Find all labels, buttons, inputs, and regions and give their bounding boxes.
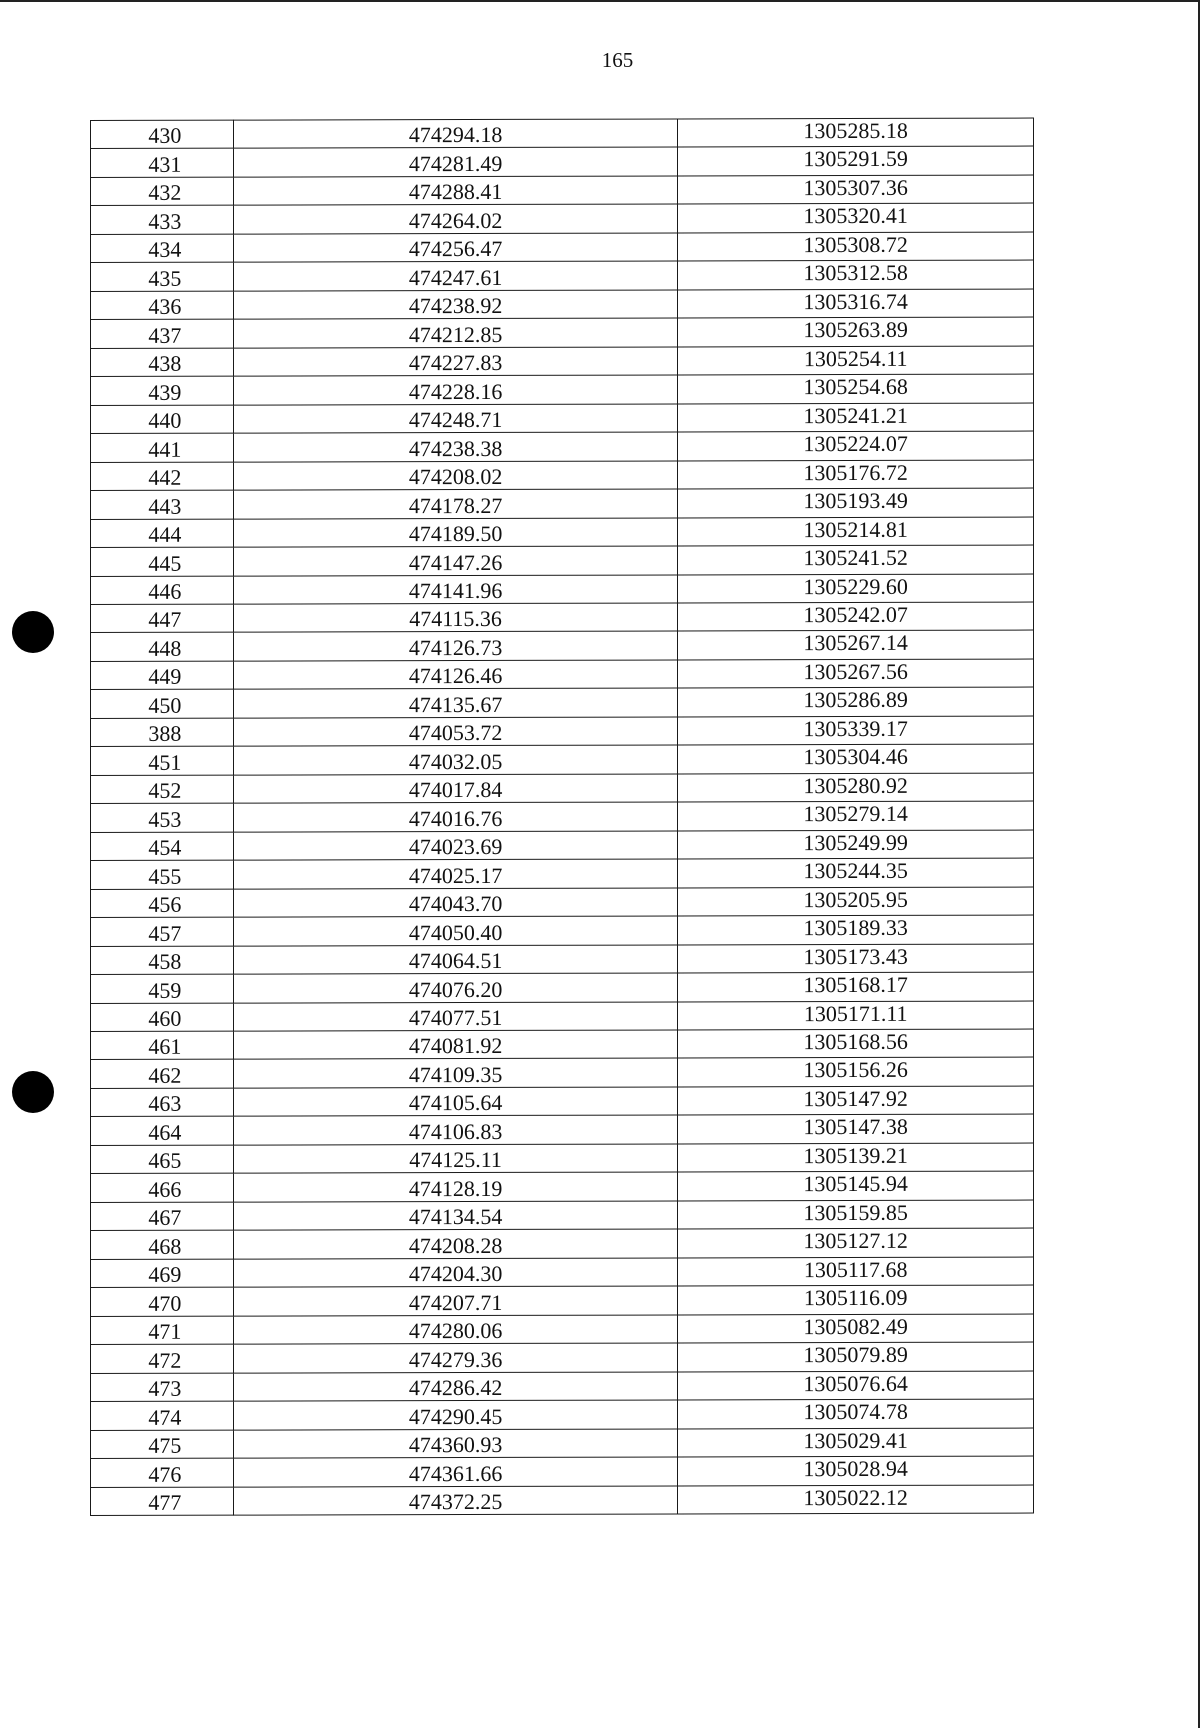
- point-id-cell: 442: [91, 462, 234, 491]
- point-id-cell: 469: [91, 1259, 234, 1288]
- table-row: [91, 175, 1034, 206]
- table-row: [91, 1001, 1034, 1032]
- table-row: [91, 1086, 1034, 1117]
- y-coordinate-cell: 1305147.38: [678, 1114, 1034, 1143]
- point-id-cell: 468: [91, 1230, 234, 1259]
- x-coordinate-cell: 474290.45: [233, 1400, 678, 1430]
- point-id-cell: 433: [91, 206, 234, 235]
- table-row: [91, 944, 1034, 975]
- x-coordinate-cell: 474032.05: [233, 745, 678, 775]
- x-coordinate-cell: 474135.67: [233, 688, 678, 718]
- x-coordinate-cell: 474212.85: [233, 318, 678, 348]
- punch-hole-mark: [12, 611, 54, 653]
- table-row: [91, 801, 1034, 832]
- y-coordinate-cell: 1305145.94: [678, 1171, 1034, 1200]
- y-coordinate-cell: 1305171.11: [678, 1001, 1034, 1030]
- table-row: [91, 1228, 1034, 1259]
- table-row: [91, 232, 1034, 263]
- point-id-cell: 464: [91, 1117, 234, 1146]
- y-coordinate-cell: 1305308.72: [678, 232, 1034, 261]
- y-coordinate-cell: 1305205.95: [678, 887, 1034, 916]
- point-id-cell: 470: [91, 1287, 234, 1316]
- y-coordinate-cell: 1305147.92: [678, 1086, 1034, 1115]
- table-row: [91, 1143, 1034, 1174]
- x-coordinate-cell: 474208.02: [233, 461, 678, 491]
- table-row: [91, 659, 1034, 690]
- x-coordinate-cell: 474050.40: [233, 916, 678, 946]
- point-id-cell: 388: [91, 718, 234, 747]
- x-coordinate-cell: 474238.92: [233, 290, 678, 320]
- y-coordinate-cell: 1305249.99: [678, 830, 1034, 859]
- x-coordinate-cell: 474043.70: [233, 888, 678, 918]
- y-coordinate-cell: 1305214.81: [678, 517, 1034, 546]
- table-row: [91, 203, 1034, 234]
- y-coordinate-cell: 1305127.12: [678, 1228, 1034, 1257]
- y-coordinate-cell: 1305193.49: [678, 488, 1034, 517]
- x-coordinate-cell: 474064.51: [233, 945, 678, 975]
- table-row: [91, 1029, 1034, 1060]
- point-id-cell: 448: [91, 633, 234, 662]
- point-id-cell: 430: [91, 120, 234, 149]
- table-row: [91, 517, 1034, 548]
- x-coordinate-cell: 474372.25: [233, 1485, 678, 1515]
- y-coordinate-cell: 1305224.07: [678, 431, 1034, 460]
- table-row: [91, 1171, 1034, 1202]
- point-id-cell: 450: [91, 689, 234, 718]
- x-coordinate-cell: 474053.72: [233, 717, 678, 747]
- x-coordinate-cell: 474128.19: [233, 1172, 678, 1202]
- y-coordinate-cell: 1305241.21: [678, 403, 1034, 432]
- table-row: [91, 972, 1034, 1003]
- y-coordinate-cell: 1305076.64: [678, 1371, 1034, 1400]
- x-coordinate-cell: 474076.20: [233, 973, 678, 1003]
- table-row: [91, 146, 1034, 177]
- table-row: [91, 1200, 1034, 1231]
- point-id-cell: 456: [91, 889, 234, 918]
- table-row: [91, 1057, 1034, 1088]
- table-row: [91, 1456, 1034, 1487]
- x-coordinate-cell: 474256.47: [233, 233, 678, 263]
- point-id-cell: 447: [91, 604, 234, 633]
- y-coordinate-cell: 1305254.68: [678, 374, 1034, 403]
- point-id-cell: 471: [91, 1316, 234, 1345]
- y-coordinate-cell: 1305279.14: [678, 801, 1034, 830]
- y-coordinate-cell: 1305267.56: [678, 659, 1034, 688]
- point-id-cell: 432: [91, 177, 234, 206]
- y-coordinate-cell: 1305267.14: [678, 630, 1034, 659]
- table-row: [91, 602, 1034, 633]
- x-coordinate-cell: 474016.76: [233, 802, 678, 832]
- x-coordinate-cell: 474126.46: [233, 660, 678, 690]
- table-row: [91, 260, 1034, 291]
- point-id-cell: 475: [91, 1430, 234, 1459]
- coordinates-table: [90, 118, 1034, 1516]
- coordinates-table-body: [91, 118, 1034, 1515]
- y-coordinate-cell: 1305028.94: [678, 1456, 1034, 1485]
- point-id-cell: 444: [91, 519, 234, 548]
- y-coordinate-cell: 1305242.07: [678, 602, 1034, 631]
- point-id-cell: 460: [91, 1003, 234, 1032]
- punch-hole-mark: [12, 1071, 54, 1113]
- y-coordinate-cell: 1305229.60: [678, 574, 1034, 603]
- table-row: [91, 773, 1034, 804]
- table-row: [91, 630, 1034, 661]
- page-number: 165: [601, 48, 634, 72]
- y-coordinate-cell: 1305286.89: [678, 687, 1034, 716]
- y-coordinate-cell: 1305116.09: [678, 1285, 1034, 1314]
- x-coordinate-cell: 474247.61: [233, 261, 678, 291]
- x-coordinate-cell: 474207.71: [233, 1286, 678, 1316]
- y-coordinate-cell: 1305168.17: [678, 972, 1034, 1001]
- point-id-cell: 434: [91, 234, 234, 263]
- x-coordinate-cell: 474106.83: [233, 1115, 678, 1145]
- table-row: [91, 431, 1034, 462]
- table-row: [91, 687, 1034, 718]
- x-coordinate-cell: 474281.49: [233, 147, 678, 177]
- y-coordinate-cell: 1305173.43: [678, 944, 1034, 973]
- y-coordinate-cell: 1305320.41: [678, 203, 1034, 232]
- point-id-cell: 462: [91, 1060, 234, 1089]
- x-coordinate-cell: 474077.51: [233, 1001, 678, 1031]
- y-coordinate-cell: 1305139.21: [678, 1143, 1034, 1172]
- y-coordinate-cell: 1305029.41: [678, 1428, 1034, 1457]
- y-coordinate-cell: 1305291.59: [678, 146, 1034, 175]
- x-coordinate-cell: 474361.66: [233, 1457, 678, 1487]
- x-coordinate-cell: 474141.96: [233, 574, 678, 604]
- point-id-cell: 440: [91, 405, 234, 434]
- x-coordinate-cell: 474147.26: [233, 546, 678, 576]
- x-coordinate-cell: 474204.30: [233, 1258, 678, 1288]
- table-row: [91, 1285, 1034, 1316]
- point-id-cell: 439: [91, 376, 234, 405]
- point-id-cell: 473: [91, 1373, 234, 1402]
- point-id-cell: 446: [91, 576, 234, 605]
- x-coordinate-cell: 474227.83: [233, 347, 678, 377]
- x-coordinate-cell: 474360.93: [233, 1429, 678, 1459]
- y-coordinate-cell: 1305312.58: [678, 260, 1034, 289]
- point-id-cell: 454: [91, 832, 234, 861]
- point-id-cell: 458: [91, 946, 234, 975]
- x-coordinate-cell: 474115.36: [233, 603, 678, 633]
- y-coordinate-cell: 1305263.89: [678, 317, 1034, 346]
- point-id-cell: 455: [91, 860, 234, 889]
- point-id-cell: 477: [91, 1487, 234, 1516]
- point-id-cell: 431: [91, 149, 234, 178]
- y-coordinate-cell: 1305280.92: [678, 773, 1034, 802]
- table-row: [91, 346, 1034, 377]
- x-coordinate-cell: 474294.18: [233, 119, 678, 149]
- y-coordinate-cell: 1305189.33: [678, 915, 1034, 944]
- point-id-cell: 472: [91, 1344, 234, 1373]
- x-coordinate-cell: 474017.84: [233, 774, 678, 804]
- table-row: [91, 887, 1034, 918]
- point-id-cell: 449: [91, 661, 234, 690]
- table-row: [91, 374, 1034, 405]
- y-coordinate-cell: 1305159.85: [678, 1200, 1034, 1229]
- y-coordinate-cell: 1305254.11: [678, 346, 1034, 375]
- point-id-cell: 476: [91, 1458, 234, 1487]
- x-coordinate-cell: 474286.42: [233, 1372, 678, 1402]
- point-id-cell: 443: [91, 490, 234, 519]
- x-coordinate-cell: 474081.92: [233, 1030, 678, 1060]
- table-row: [91, 1342, 1034, 1373]
- y-coordinate-cell: 1305022.12: [678, 1485, 1034, 1514]
- x-coordinate-cell: 474126.73: [233, 631, 678, 661]
- point-id-cell: 441: [91, 433, 234, 462]
- table-row: [91, 545, 1034, 576]
- x-coordinate-cell: 474238.38: [233, 432, 678, 462]
- table-row: [91, 118, 1034, 149]
- point-id-cell: 451: [91, 746, 234, 775]
- y-coordinate-cell: 1305079.89: [678, 1342, 1034, 1371]
- table-row: [91, 488, 1034, 519]
- table-row: [91, 574, 1034, 605]
- table-row: [91, 1428, 1034, 1459]
- y-coordinate-cell: 1305304.46: [678, 744, 1034, 773]
- table-row: [91, 830, 1034, 861]
- x-coordinate-cell: 474228.16: [233, 375, 678, 405]
- x-coordinate-cell: 474248.71: [233, 404, 678, 434]
- table-row: [91, 744, 1034, 775]
- table-row: [91, 915, 1034, 946]
- table-row: [91, 289, 1034, 320]
- point-id-cell: 452: [91, 775, 234, 804]
- table-row: [91, 858, 1034, 889]
- y-coordinate-cell: 1305244.35: [678, 858, 1034, 887]
- y-coordinate-cell: 1305082.49: [678, 1314, 1034, 1343]
- x-coordinate-cell: 474023.69: [233, 831, 678, 861]
- y-coordinate-cell: 1305285.18: [678, 118, 1034, 147]
- x-coordinate-cell: 474208.28: [233, 1229, 678, 1259]
- point-id-cell: 474: [91, 1401, 234, 1430]
- table-row: [91, 1399, 1034, 1430]
- point-id-cell: 453: [91, 803, 234, 832]
- y-coordinate-cell: 1305316.74: [678, 289, 1034, 318]
- x-coordinate-cell: 474264.02: [233, 204, 678, 234]
- table-row: [91, 460, 1034, 491]
- point-id-cell: 436: [91, 291, 234, 320]
- point-id-cell: 438: [91, 348, 234, 377]
- x-coordinate-cell: 474178.27: [233, 489, 678, 519]
- point-id-cell: 459: [91, 974, 234, 1003]
- y-coordinate-cell: 1305339.17: [678, 716, 1034, 745]
- point-id-cell: 466: [91, 1173, 234, 1202]
- x-coordinate-cell: 474125.11: [233, 1144, 678, 1174]
- y-coordinate-cell: 1305156.26: [678, 1057, 1034, 1086]
- point-id-cell: 463: [91, 1088, 234, 1117]
- table-row: [91, 716, 1034, 747]
- point-id-cell: 465: [91, 1145, 234, 1174]
- x-coordinate-cell: 474189.50: [233, 518, 678, 548]
- x-coordinate-cell: 474105.64: [233, 1087, 678, 1117]
- y-coordinate-cell: 1305168.56: [678, 1029, 1034, 1058]
- table-row: [91, 1371, 1034, 1402]
- y-coordinate-cell: 1305241.52: [678, 545, 1034, 574]
- y-coordinate-cell: 1305074.78: [678, 1399, 1034, 1428]
- x-coordinate-cell: 474279.36: [233, 1343, 678, 1373]
- table-row: [91, 403, 1034, 434]
- x-coordinate-cell: 474134.54: [233, 1201, 678, 1231]
- y-coordinate-cell: 1305176.72: [678, 460, 1034, 489]
- table-row: [91, 1314, 1034, 1345]
- x-coordinate-cell: 474025.17: [233, 859, 678, 889]
- table-row: [91, 1485, 1034, 1516]
- point-id-cell: 445: [91, 547, 234, 576]
- point-id-cell: 457: [91, 917, 234, 946]
- table-row: [91, 1257, 1034, 1288]
- x-coordinate-cell: 474280.06: [233, 1315, 678, 1345]
- y-coordinate-cell: 1305307.36: [678, 175, 1034, 204]
- x-coordinate-cell: 474288.41: [233, 176, 678, 206]
- point-id-cell: 467: [91, 1202, 234, 1231]
- table-row: [91, 1114, 1034, 1145]
- y-coordinate-cell: 1305117.68: [678, 1257, 1034, 1286]
- x-coordinate-cell: 474109.35: [233, 1058, 678, 1088]
- point-id-cell: 461: [91, 1031, 234, 1060]
- table-row: [91, 317, 1034, 348]
- point-id-cell: 437: [91, 319, 234, 348]
- point-id-cell: 435: [91, 262, 234, 291]
